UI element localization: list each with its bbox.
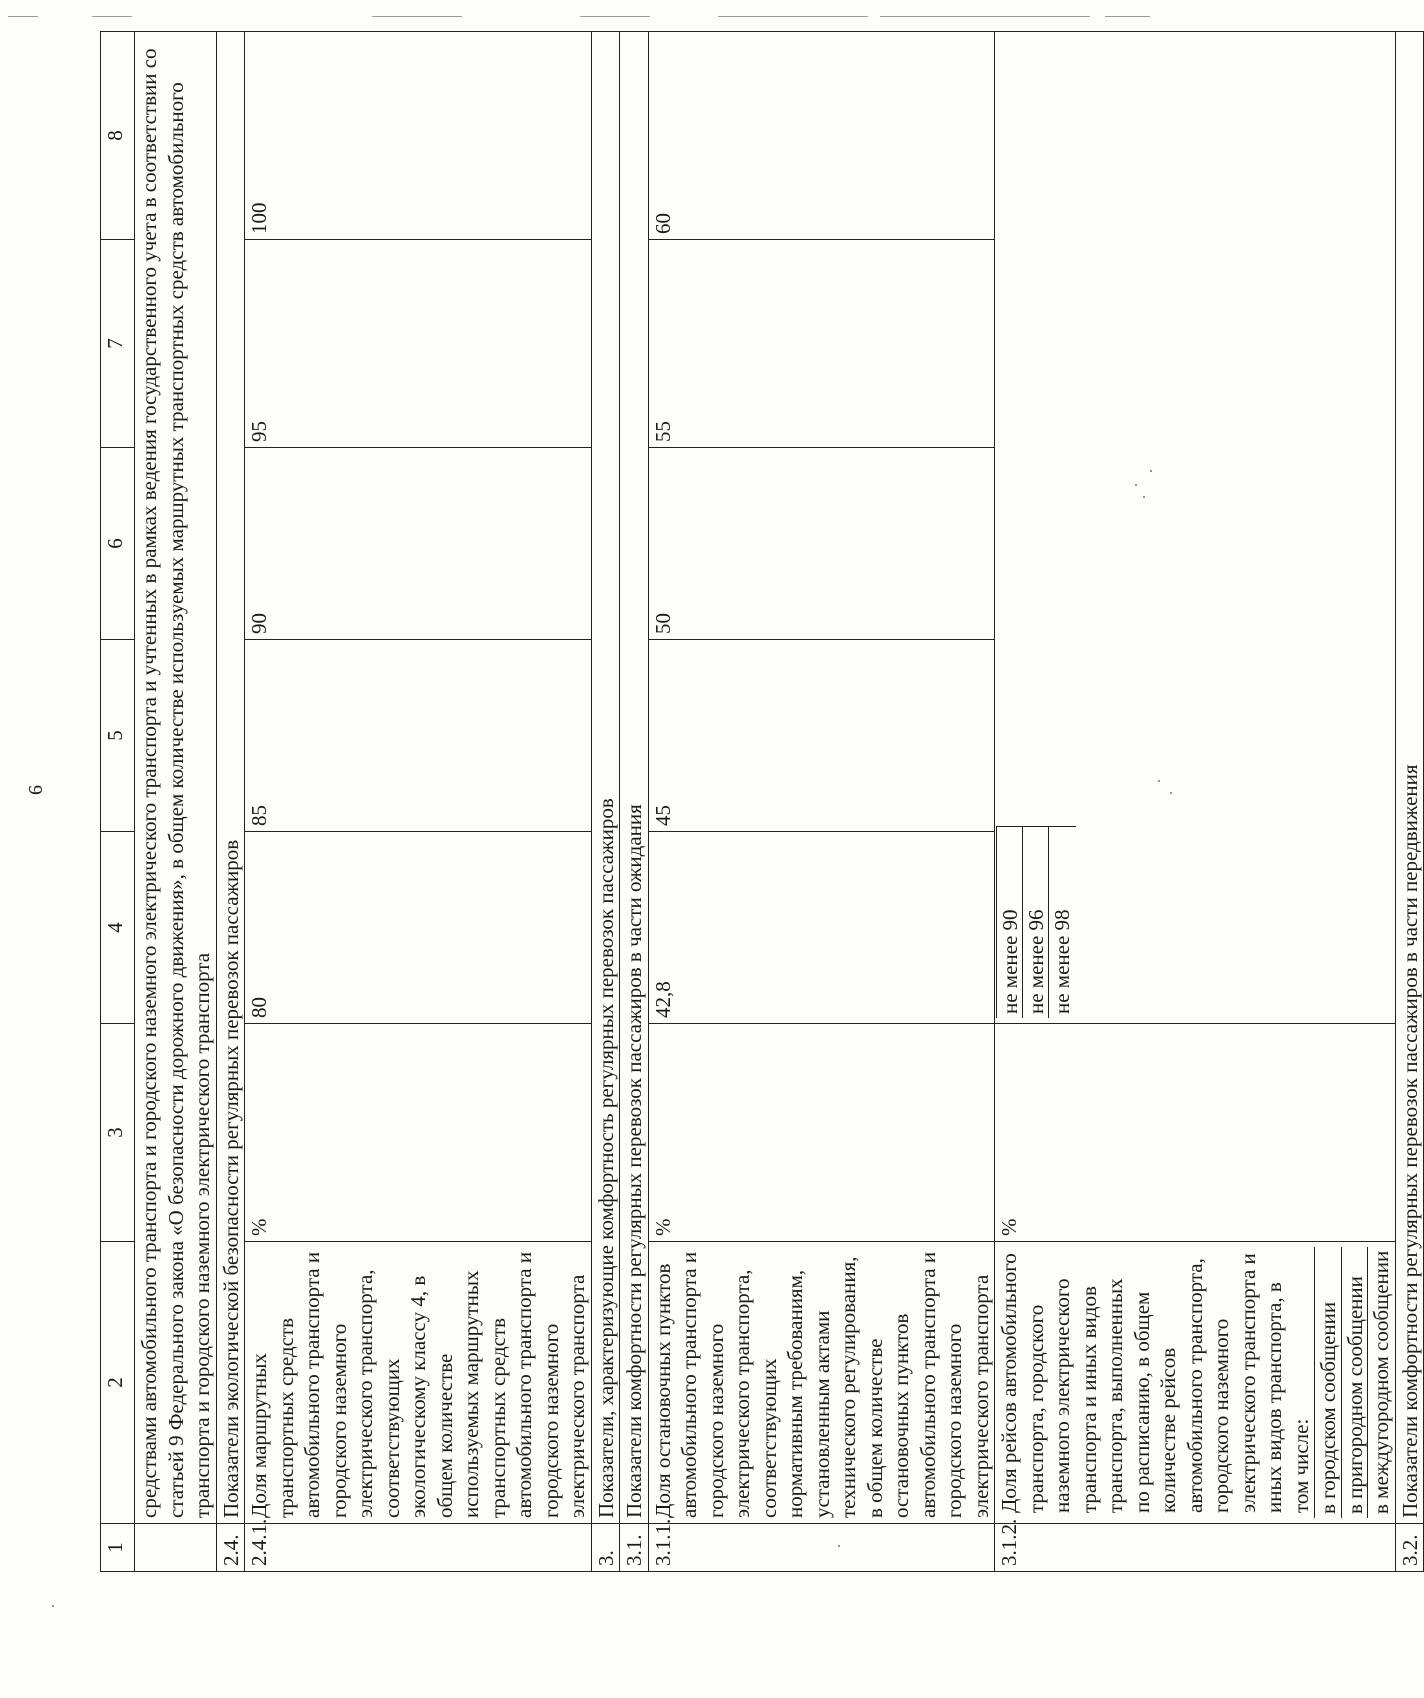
row-number: 2.4.1. xyxy=(245,1524,592,1572)
sub-label: в пригородном сообщении xyxy=(1342,1247,1369,1518)
row-number: 3.1. xyxy=(620,1524,649,1572)
row-number: 3.2. xyxy=(1395,1524,1424,1572)
col-header: 6 xyxy=(101,448,135,640)
continuation-text: средствами автомобильного транспорта и городского наземного электрического транспорта и учтенных в рамках ведения государственного учета в соответствии со статьей 9 Федерального закона «О безопасности дорожного движения», в общем количестве используемых маршрутных транспортных средств автомобильного транспорта и городского наземного электрического транспорта xyxy=(135,32,217,1524)
rotated-table-stage xyxy=(100,32,1422,1572)
scan-edge-marks xyxy=(0,16,1200,22)
row-number: 3. xyxy=(591,1524,620,1572)
sub-value: не менее 90 xyxy=(996,826,1023,1018)
section-row xyxy=(216,32,245,1572)
col-header: 8 xyxy=(101,32,135,240)
sub-label: в городском сообщении xyxy=(1315,1247,1342,1518)
unit-cell: % xyxy=(995,1024,1396,1242)
col-header: 5 xyxy=(101,640,135,832)
col-header: 1 xyxy=(101,1524,135,1572)
section-title: Показатели комфортности регулярных перевозок пассажиров в части передвижения xyxy=(1395,32,1424,1524)
continuation-row xyxy=(135,32,217,1572)
unit-cell: % xyxy=(648,1024,995,1242)
section-row xyxy=(1395,32,1424,1572)
section-row xyxy=(591,32,620,1572)
section-title: Показатели комфортности регулярных перевозок пассажиров в части ожидания xyxy=(620,32,649,1524)
indicator-text: Доля остановочных пунктов автомобильного транспорта и городского наземного электрического транспорта, соответствующих нормативным требованиям, установленным актами технического регулирования, в общем количестве остановочных пунктов автомобильного транспорта и городского наземного электрического транспорта xyxy=(648,1242,995,1524)
indicator-text: Доля маршрутных транспортных средств автомобильного транспорта и городского наземного электрического транспорта, соответствующих экологическому классу 4, в общем количестве используемых маршрутных транспортных средств автомобильного транспорта и городского наземного электрического транспорта xyxy=(245,1242,592,1524)
indicator-row xyxy=(245,32,592,1572)
header-row xyxy=(101,32,135,1572)
page-number: 6 xyxy=(25,785,47,795)
col-header: 2 xyxy=(101,1242,135,1524)
section-row xyxy=(620,32,649,1572)
value-cell: 45 xyxy=(648,640,995,832)
sub-value: не менее 98 xyxy=(1049,826,1076,1018)
indicator-row xyxy=(648,32,995,1572)
row-number: 2.4. xyxy=(216,1524,245,1572)
row-number xyxy=(135,1524,217,1572)
indicator-with-subitems xyxy=(995,1242,1396,1524)
value-cell: 90 xyxy=(245,448,592,640)
unit-cell: % xyxy=(245,1024,592,1242)
value-cell: 85 xyxy=(245,640,592,832)
merged-value-cell xyxy=(995,32,1396,1024)
value-cell: 55 xyxy=(648,240,995,448)
value-cell: 60 xyxy=(648,32,995,240)
subvalues-stack xyxy=(996,37,1076,1018)
section-title: Показатели, характеризующие комфортность регулярных перевозок пассажиров xyxy=(591,32,620,1524)
value-cell: 42,8 xyxy=(648,832,995,1024)
col-header: 4 xyxy=(101,832,135,1024)
sub-label: в междугородном сообщении xyxy=(1369,1250,1393,1514)
sub-value: не менее 96 xyxy=(1023,826,1050,1018)
value-cell: 95 xyxy=(245,240,592,448)
value-cell: 100 xyxy=(245,32,592,240)
indicators-table xyxy=(100,31,1424,1572)
value-cell: 80 xyxy=(245,832,592,1024)
value-cell: 50 xyxy=(648,448,995,640)
section-title: Показатели экологической безопасности регулярных перевозок пассажиров xyxy=(216,32,245,1524)
col-header: 7 xyxy=(101,240,135,448)
indicator-row xyxy=(995,32,1396,1572)
subitems-stack xyxy=(996,1247,1395,1518)
row-number: 3.1.2. xyxy=(995,1524,1396,1572)
row-number: 3.1.1. xyxy=(648,1524,995,1572)
indicator-text: Доля рейсов автомобильного транспорта, городского наземного электрического транспорта и иных видов транспорта, выполненных по расписанию, в общем количестве рейсов автомобильного транспорта, городского наземного электрического транспорта и иных видов транспорта, в том числе: xyxy=(996,1247,1315,1518)
scan-speck xyxy=(52,1605,54,1607)
col-header: 3 xyxy=(101,1024,135,1242)
